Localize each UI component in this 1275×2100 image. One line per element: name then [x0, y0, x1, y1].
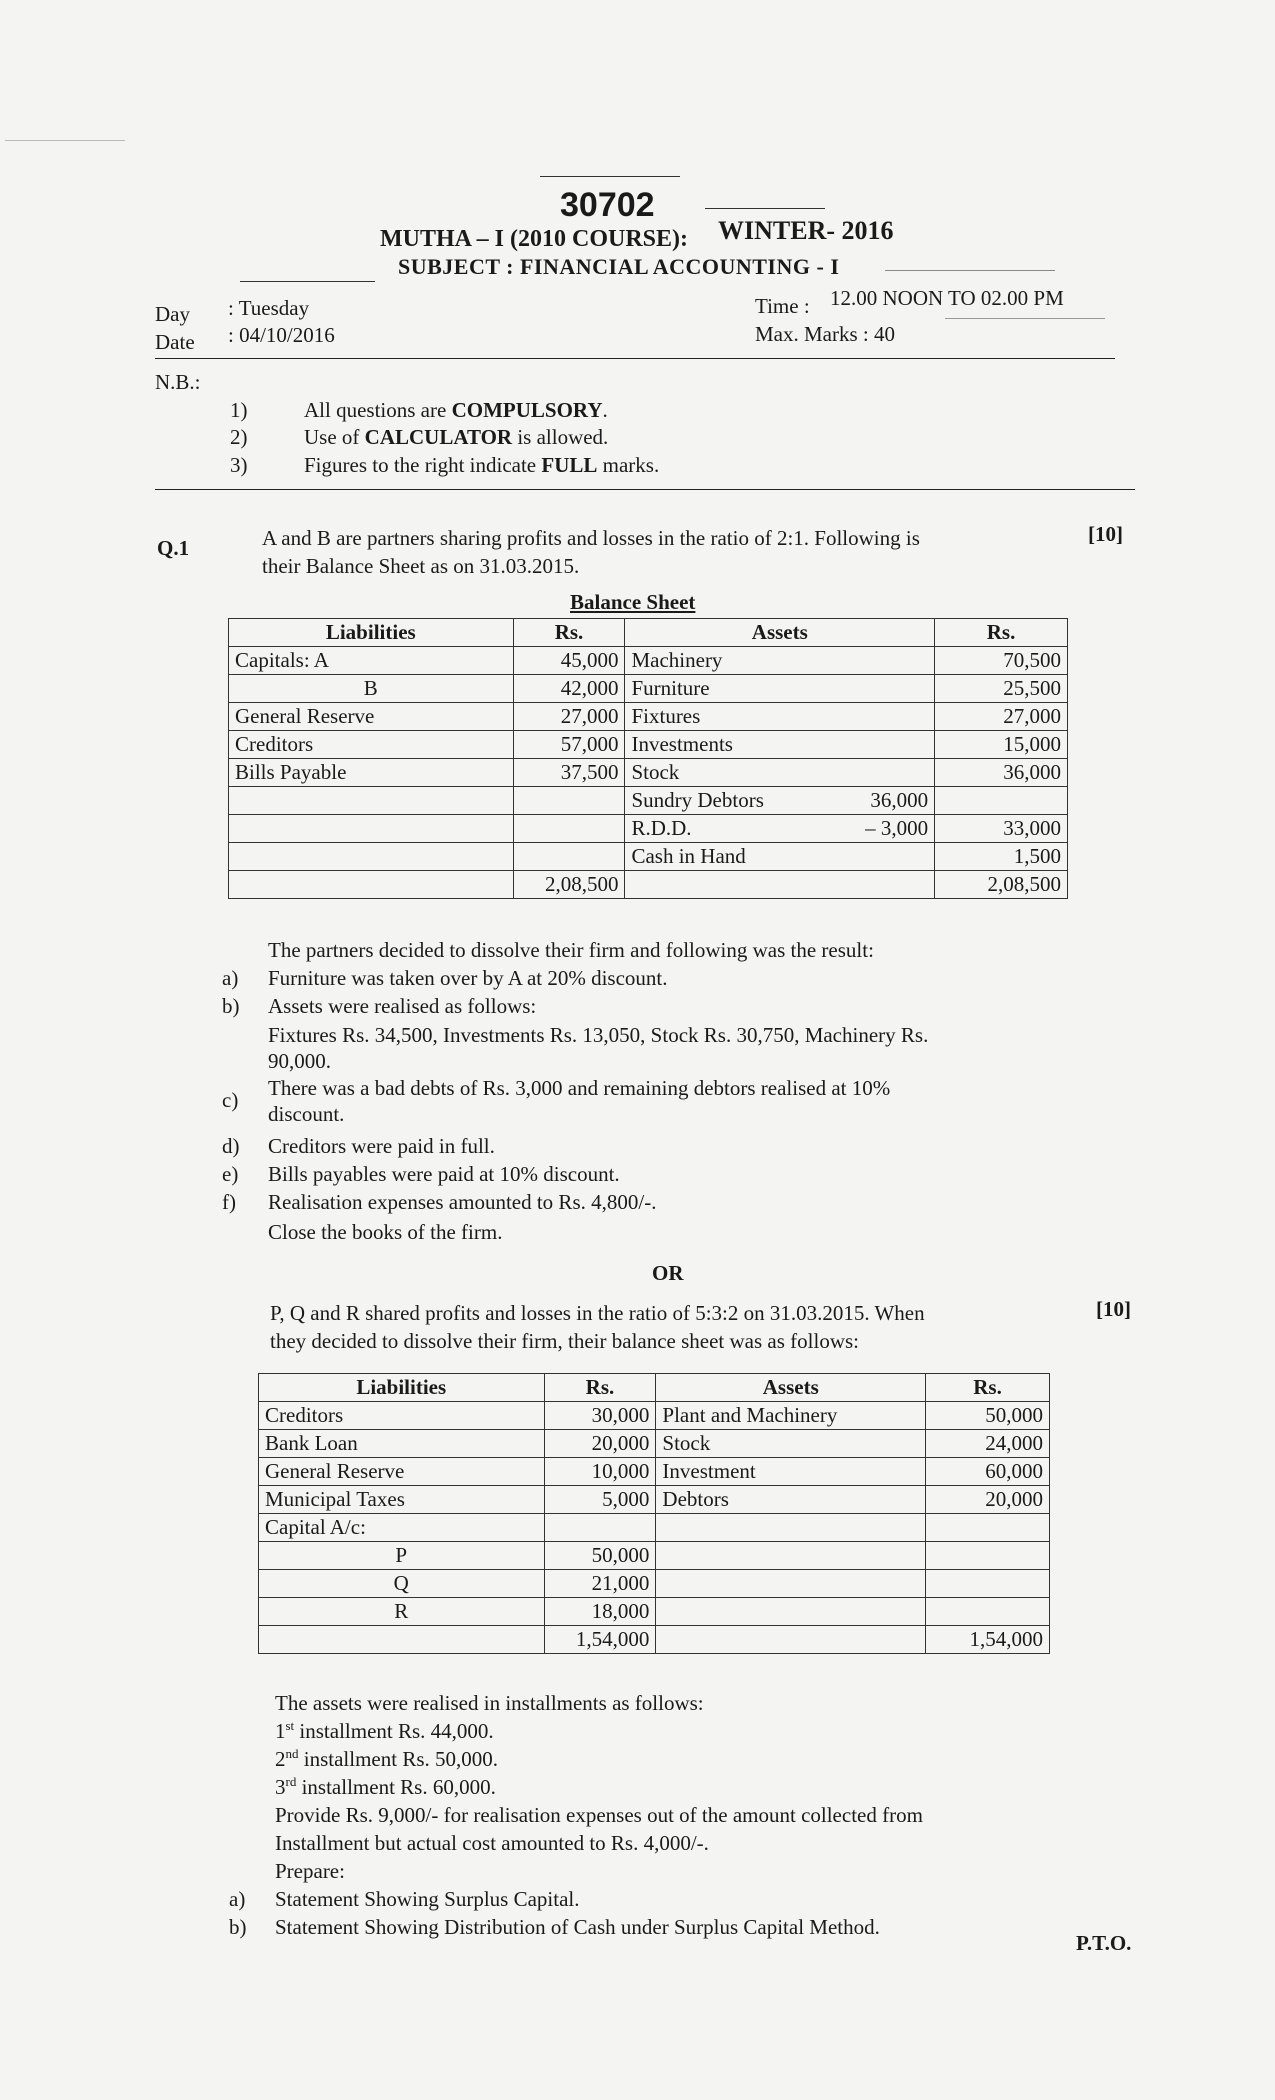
code-overline — [540, 176, 680, 177]
day-label: Day — [155, 302, 190, 326]
table-row: Cash in Hand 1,500 — [229, 843, 1068, 871]
table-row: B 42,000 Furniture 25,500 — [229, 675, 1068, 703]
point-c: c) There was a bad debts of Rs. 3,000 and remaining debtors realised at 10% discount. — [222, 1076, 891, 1126]
table-total-row — [229, 871, 1068, 899]
col-rs: Rs. — [935, 619, 1068, 647]
header-rule — [155, 358, 1115, 359]
total-assets: 2,08,500 — [935, 871, 1068, 899]
total-liabilities: 1,54,000 — [544, 1626, 656, 1654]
nb-rule — [155, 489, 1135, 490]
table-header-row — [229, 619, 1068, 647]
col-rs: Rs. — [926, 1374, 1050, 1402]
nb-item-num: 2) — [230, 425, 248, 449]
table-row: R 18,000 — [259, 1598, 1050, 1626]
col-liabilities: Liabilities — [229, 619, 514, 647]
col-rs: Rs. — [513, 619, 625, 647]
dissolution-intro: The partners decided to dissolve their firm and following was the result: — [268, 938, 874, 962]
table-row: P 50,000 — [259, 1542, 1050, 1570]
table-header-row — [259, 1374, 1050, 1402]
date-label: Date — [155, 330, 195, 354]
time-underline — [945, 318, 1105, 319]
point-b: b) Assets were realised as follows: Fixtures Rs. 34,500, Investments Rs. 13,050, Stock Rs. 30,750, Machinery Rs. 90,000. — [222, 994, 929, 1073]
max-marks: Max. Marks : 40 — [755, 322, 895, 346]
table-row: Capital A/c: — [259, 1514, 1050, 1542]
q1-label: Q.1 — [157, 536, 190, 560]
table-row: Q 21,000 — [259, 1570, 1050, 1598]
nb-item-1: 1) All questions are COMPULSORY. — [230, 398, 608, 422]
q1-intro-2: their Balance Sheet as on 31.03.2015. — [262, 554, 580, 578]
col-assets: Assets — [625, 619, 935, 647]
prepare-b: b) Statement Showing Distribution of Cash under Surplus Capital Method. — [229, 1915, 880, 1939]
table-row: R.D.D. – 3,000 33,000 — [229, 815, 1068, 843]
point-num: d) — [222, 1134, 240, 1158]
or-separator: OR — [652, 1261, 684, 1285]
total-assets: 1,54,000 — [926, 1626, 1050, 1654]
date-value: : 04/10/2016 — [228, 323, 335, 347]
nb-item-num: 1) — [230, 398, 248, 422]
nb-item-2: 2) Use of CALCULATOR is allowed. — [230, 425, 609, 449]
balance-sheet-title: Balance Sheet — [570, 590, 696, 614]
q1-marks: [10] — [1088, 522, 1123, 546]
table-row: Municipal Taxes 5,000 Debtors 20,000 — [259, 1486, 1050, 1514]
paper-code: 30702 — [560, 186, 655, 224]
provide-line-2: Installment but actual cost amounted to Rs. 4,000/-. — [275, 1831, 709, 1855]
prepare-a: a) Statement Showing Surplus Capital. — [229, 1887, 580, 1911]
col-assets: Assets — [656, 1374, 926, 1402]
table-row: Bank Loan 20,000 Stock 24,000 — [259, 1430, 1050, 1458]
subject-line: SUBJECT : FINANCIAL ACCOUNTING - I — [398, 254, 840, 279]
time-label: Time : — [755, 294, 810, 318]
prepare-label: Prepare: — [275, 1859, 345, 1883]
day-value: : Tuesday — [228, 296, 310, 320]
total-liabilities: 2,08,500 — [513, 871, 625, 899]
code-right-rule — [705, 208, 825, 209]
subject-underline-right — [885, 270, 1055, 271]
table-row: Creditors 57,000 Investments 15,000 — [229, 731, 1068, 759]
installments-intro: The assets were realised in installments as follows: — [275, 1691, 704, 1715]
q1b-intro-1: P, Q and R shared profits and losses in the ratio of 5:3:2 on 31.03.2015. When — [270, 1301, 925, 1325]
q1-intro-1: A and B are partners sharing profits and losses in the ratio of 2:1. Following is — [262, 526, 920, 550]
point-d: d) Creditors were paid in full. — [222, 1134, 495, 1158]
balance-sheet-pqr — [258, 1373, 1050, 1654]
q1b-intro-2: they decided to dissolve their firm, their balance sheet was as follows: — [270, 1329, 859, 1353]
table-row: Capitals: A 45,000 Machinery 70,500 — [229, 647, 1068, 675]
col-rs: Rs. — [544, 1374, 656, 1402]
nb-item-3: 3) Figures to the right indicate FULL marks. — [230, 453, 660, 477]
balance-sheet-ab — [228, 618, 1068, 899]
table-row: General Reserve 27,000 Fixtures 27,000 — [229, 703, 1068, 731]
provide-line-1: Provide Rs. 9,000/- for realisation expenses out of the amount collected from — [275, 1803, 923, 1827]
point-a: a) Furniture was taken over by A at 20% discount. — [222, 966, 668, 990]
nb-item-num: 3) — [230, 453, 248, 477]
pto-label: P.T.O. — [1076, 1931, 1132, 1955]
q1b-marks: [10] — [1096, 1297, 1131, 1321]
course-line: MUTHA – I (2010 COURSE): — [380, 226, 689, 252]
installment-3: 3rd installment Rs. 60,000. — [275, 1774, 496, 1799]
point-num: a) — [222, 966, 239, 990]
point-num: b) — [222, 994, 240, 1018]
table-row: Sundry Debtors 36,000 — [229, 787, 1068, 815]
exam-session: WINTER- 2016 — [718, 216, 894, 245]
installment-2: 2nd installment Rs. 50,000. — [275, 1746, 498, 1771]
subject-underline — [240, 281, 375, 282]
time-value: 12.00 NOON TO 02.00 PM — [830, 286, 1064, 310]
top-rule — [5, 140, 125, 141]
installment-1: 1st installment Rs. 44,000. — [275, 1718, 494, 1743]
col-liabilities: Liabilities — [259, 1374, 545, 1402]
point-num: e) — [222, 1162, 239, 1186]
table-total-row — [259, 1626, 1050, 1654]
table-row: Bills Payable 37,500 Stock 36,000 — [229, 759, 1068, 787]
point-num: c) — [222, 1088, 239, 1112]
nb-label: N.B.: — [155, 370, 201, 394]
table-row: Creditors 30,000 Plant and Machinery 50,000 — [259, 1402, 1050, 1430]
table-row: General Reserve 10,000 Investment 60,000 — [259, 1458, 1050, 1486]
point-num: f) — [222, 1190, 236, 1214]
point-e: e) Bills payables were paid at 10% discount. — [222, 1162, 620, 1186]
point-f: f) Realisation expenses amounted to Rs. 4,800/-. Close the books of the firm. — [222, 1190, 657, 1244]
